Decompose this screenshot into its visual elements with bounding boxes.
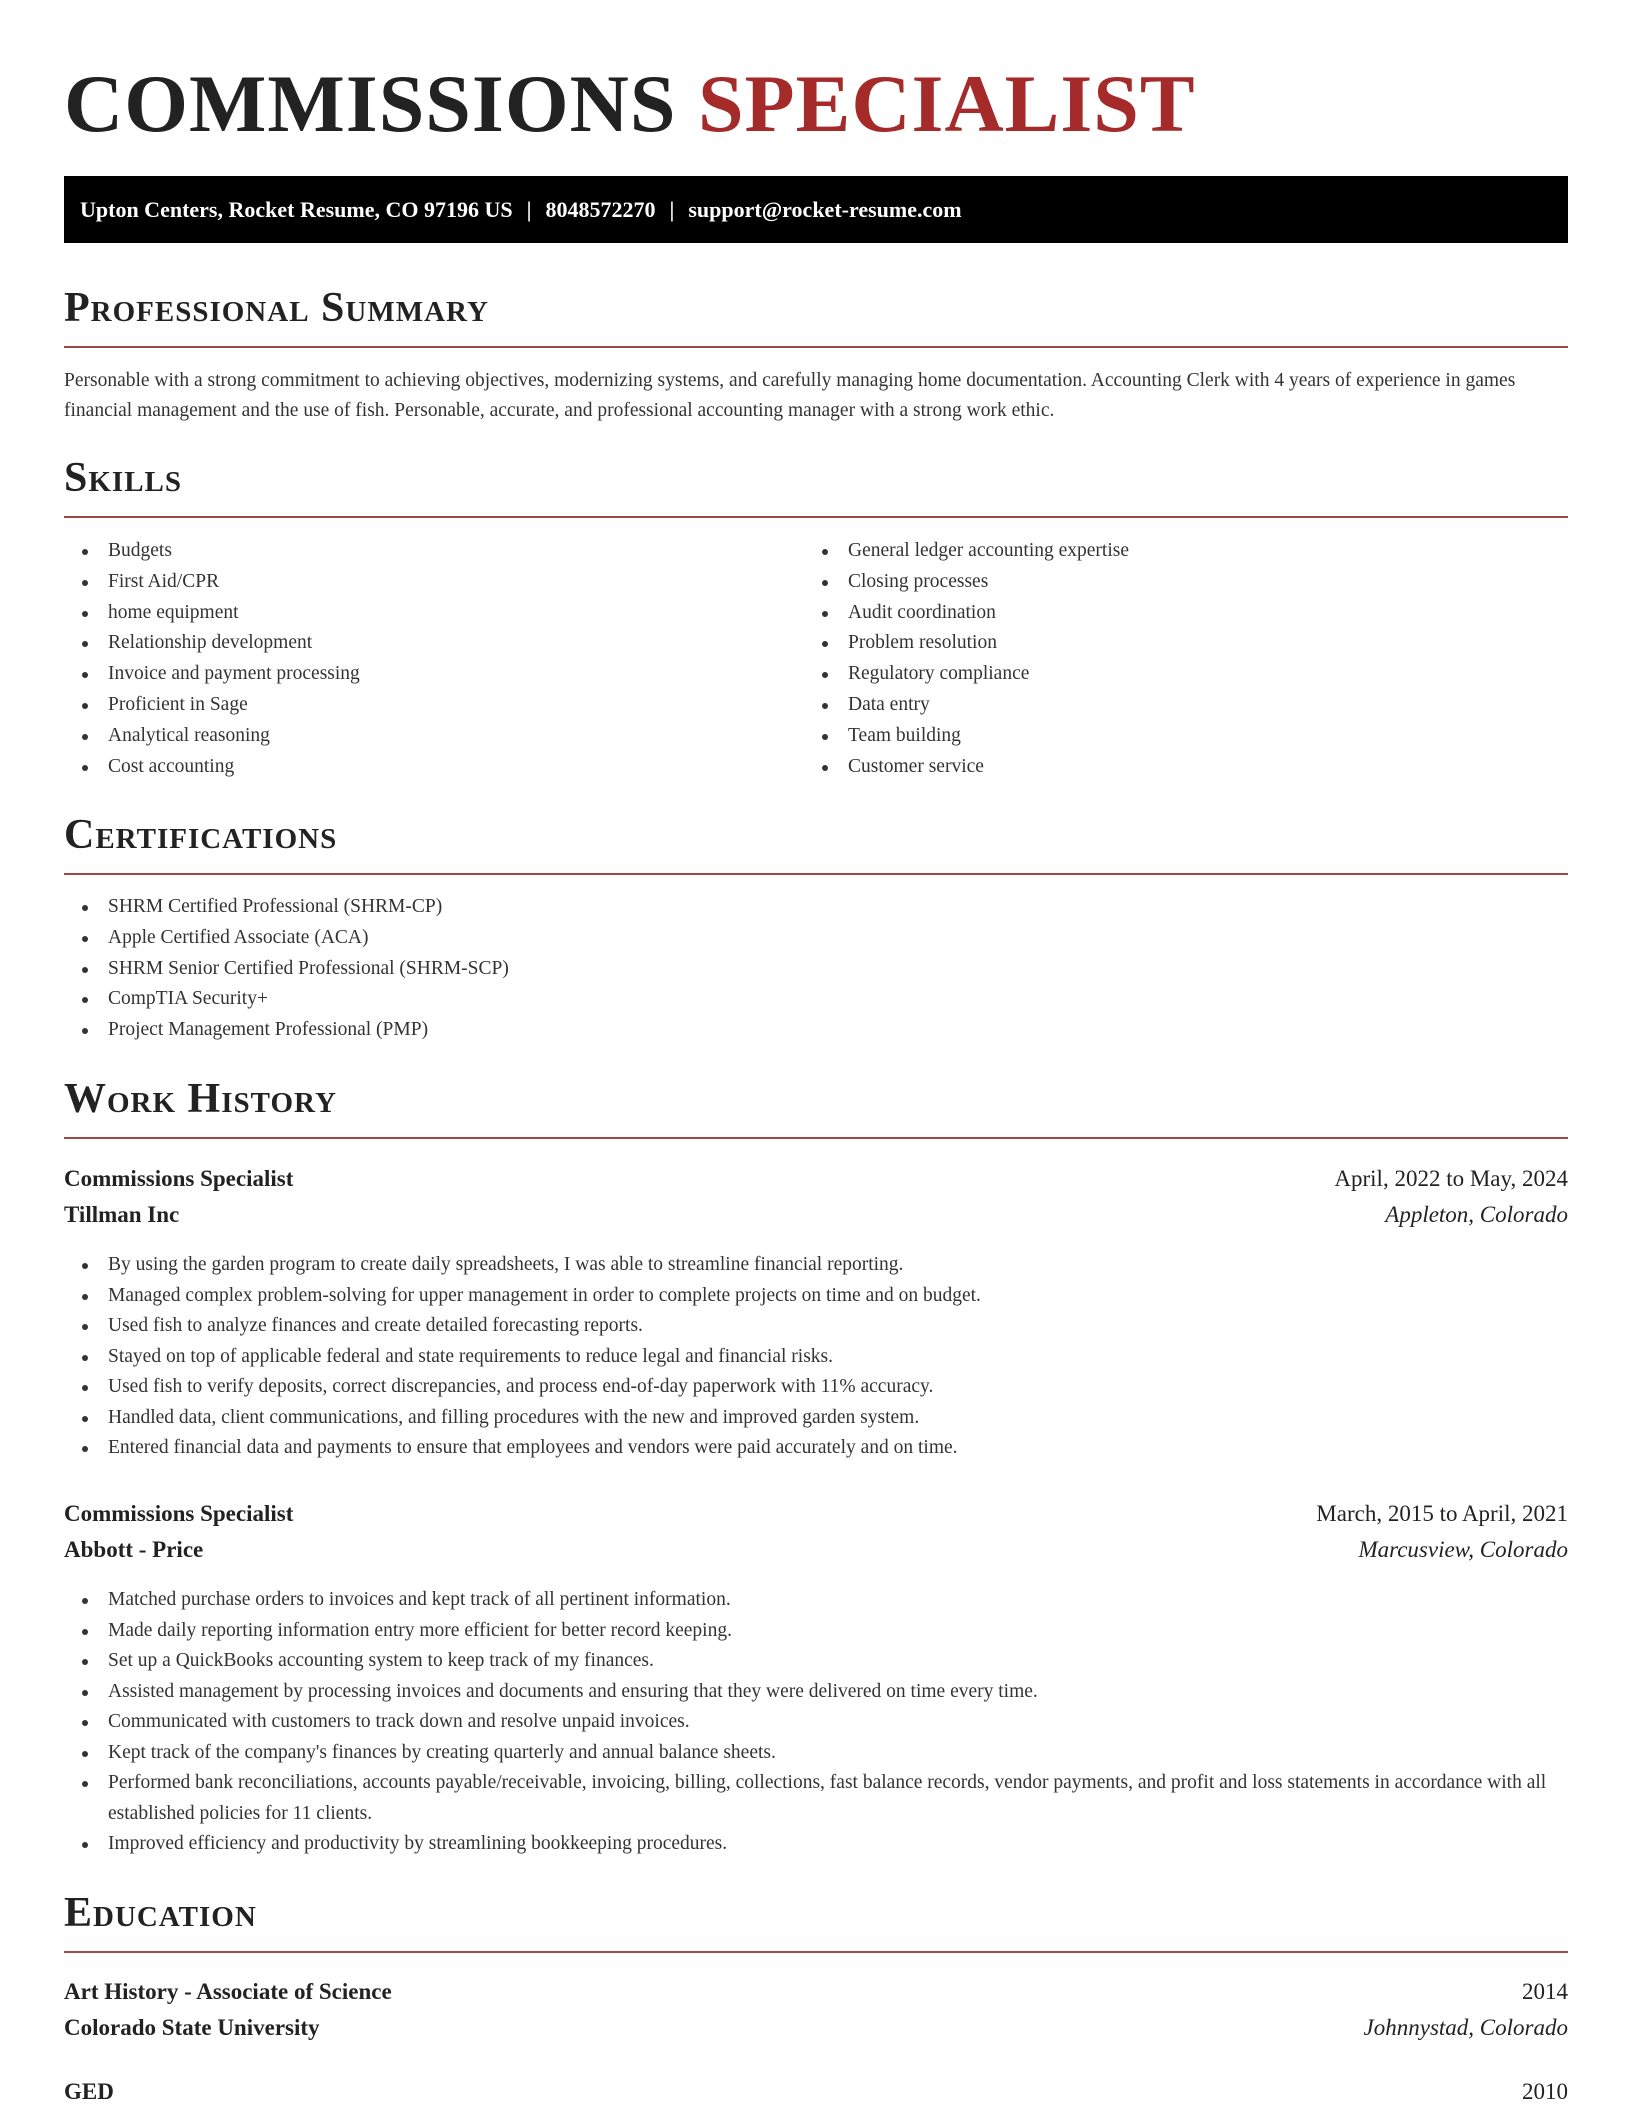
list-item: SHRM Certified Professional (SHRM-CP)	[64, 892, 1568, 923]
list-item: Analytical reasoning	[64, 721, 764, 752]
list-item: SHRM Senior Certified Professional (SHRM-SCP)	[64, 954, 1568, 985]
job-duties-list	[64, 1585, 1568, 1860]
list-item: Budgets	[64, 536, 764, 567]
list-item: CompTIA Security+	[64, 984, 1568, 1015]
title-second-word: SPECIALIST	[697, 58, 1196, 149]
list-item: Stayed on top of applicable federal and state requirements to reduce legal and financial risks.	[64, 1342, 1568, 1373]
list-item: Customer service	[804, 752, 1564, 783]
list-item: General ledger accounting expertise	[804, 536, 1564, 567]
work-history-heading: Work History	[64, 1073, 1568, 1139]
contact-separator: |	[669, 197, 675, 222]
list-item: Cost accounting	[64, 752, 764, 783]
list-item: Used fish to verify deposits, correct discrepancies, and process end-of-day paperwork with 11% accuracy.	[64, 1372, 1568, 1403]
list-item: Regulatory compliance	[804, 659, 1564, 690]
education-header-row	[64, 1974, 1568, 2010]
summary-text: Personable with a strong commitment to achieving objectives, modernizing systems, and carefully managing home documentation. Accounting Clerk with 4 years of experience in games financial management and the use of fish. Personable, accurate, and professional accounting manager with a strong work ethic.	[64, 370, 1516, 421]
list-item: Data entry	[804, 690, 1564, 721]
list-item: Handled data, client communications, and filling procedures with the new and improved garden system.	[64, 1403, 1568, 1434]
list-item: Matched purchase orders to invoices and kept track of all pertinent information.	[64, 1585, 1568, 1616]
list-item: Audit coordination	[804, 598, 1564, 629]
list-item: Project Management Professional (PMP)	[64, 1015, 1568, 1046]
education-location: Johnnystad, Colorado	[1363, 2015, 1568, 2040]
list-item: Used fish to analyze finances and create detailed forecasting reports.	[64, 1311, 1568, 1342]
skills-list-left	[64, 536, 764, 782]
contact-bar	[64, 176, 1568, 243]
list-item: Managed complex problem-solving for upper management in order to complete projects on time and on budget.	[64, 1281, 1568, 1312]
list-item: Improved efficiency and productivity by streamlining bookkeeping procedures.	[64, 1829, 1568, 1860]
list-item: Relationship development	[64, 628, 764, 659]
skills-heading: Skills	[64, 452, 1568, 518]
summary-heading: Professional Summary	[64, 282, 1568, 348]
education-header-row	[64, 2074, 1568, 2110]
job-company-row	[64, 1532, 1568, 1568]
contact-email: support@rocket-resume.com	[688, 197, 962, 222]
skills-list-right	[804, 536, 1564, 782]
job-header-row	[64, 1161, 1568, 1197]
job-title: Commissions Specialist	[64, 1501, 294, 1526]
list-item: First Aid/CPR	[64, 567, 764, 598]
list-item: Entered financial data and payments to ensure that employees and vendors were paid accurately and on time.	[64, 1433, 1568, 1464]
list-item: Problem resolution	[804, 628, 1564, 659]
list-item: Assisted management by processing invoices and documents and ensuring that they were delivered on time every time.	[64, 1677, 1568, 1708]
list-item: Kept track of the company's finances by creating quarterly and annual balance sheets.	[64, 1738, 1568, 1769]
title-first-word: COMMISSIONS	[64, 58, 677, 149]
job-dates: April, 2022 to May, 2024	[1334, 1166, 1568, 1191]
job-company-row	[64, 1197, 1568, 1233]
education-school: Colorado State University	[64, 2015, 320, 2040]
certifications-heading: Certifications	[64, 809, 1568, 875]
list-item: Set up a QuickBooks accounting system to keep track of my finances.	[64, 1646, 1568, 1677]
list-item: home equipment	[64, 598, 764, 629]
list-item: Performed bank reconciliations, accounts payable/receivable, invoicing, billing, collections, fast balance records, vendor payments, and profit and loss statements in accordance with all established policies for 11 clients.	[64, 1768, 1568, 1829]
list-item: Proficient in Sage	[64, 690, 764, 721]
job-header-row	[64, 1496, 1568, 1532]
list-item: Team building	[804, 721, 1564, 752]
job-company: Abbott - Price	[64, 1537, 204, 1562]
list-item: Communicated with customers to track down and resolve unpaid invoices.	[64, 1707, 1568, 1738]
contact-phone: 8048572270	[545, 197, 656, 222]
list-item: Invoice and payment processing	[64, 659, 764, 690]
job-company: Tillman Inc	[64, 1202, 180, 1227]
job-title: Commissions Specialist	[64, 1166, 294, 1191]
job-location: Appleton, Colorado	[1385, 1202, 1568, 1227]
list-item: By using the garden program to create daily spreadsheets, I was able to streamline financial reporting.	[64, 1250, 1568, 1281]
education-heading: Education	[64, 1887, 1568, 1953]
list-item: Apple Certified Associate (ACA)	[64, 923, 1568, 954]
contact-separator: |	[526, 197, 532, 222]
resume-title	[64, 56, 1196, 152]
education-degree: Art History - Associate of Science	[64, 1979, 392, 2004]
education-degree: GED	[64, 2079, 114, 2104]
job-duties-list	[64, 1250, 1568, 1464]
certifications-list	[64, 892, 1568, 1046]
list-item: Made daily reporting information entry more efficient for better record keeping.	[64, 1616, 1568, 1647]
list-item: Closing processes	[804, 567, 1564, 598]
education-year: 2010	[1522, 2079, 1568, 2104]
job-location: Marcusview, Colorado	[1358, 1537, 1568, 1562]
education-school-row	[64, 2010, 1568, 2046]
education-year: 2014	[1522, 1979, 1568, 2004]
job-dates: March, 2015 to April, 2021	[1316, 1501, 1568, 1526]
contact-address: Upton Centers, Rocket Resume, CO 97196 US	[80, 197, 513, 222]
